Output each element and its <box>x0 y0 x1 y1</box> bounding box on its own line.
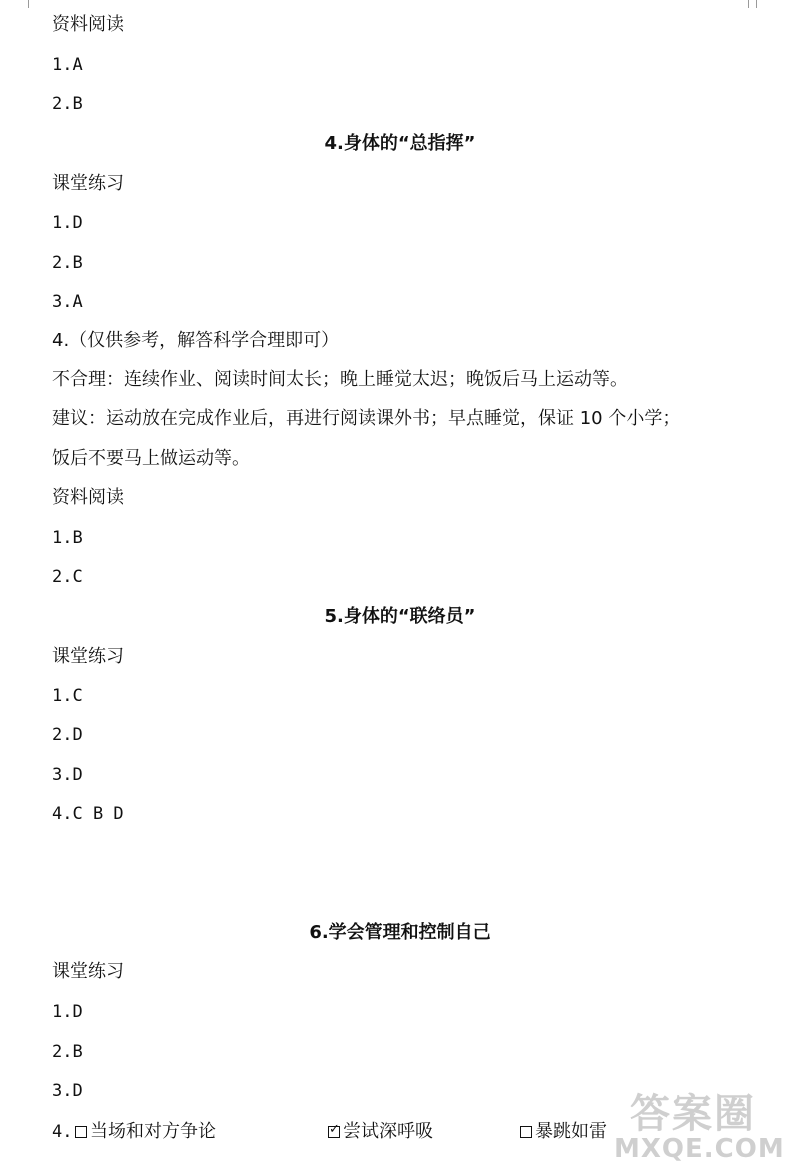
text-line: 3.A <box>52 292 83 312</box>
option-3[interactable] <box>520 1121 607 1143</box>
text-line: 不合理：连续作业、阅读时间太长；晚上睡觉太迟；晚饭后马上运动等。 <box>52 369 628 390</box>
text-line: 课堂练习 <box>52 646 124 667</box>
page-corner-mark-right-2 <box>756 0 757 8</box>
text-line: 2.B <box>52 94 83 114</box>
checkbox-checked-icon[interactable]: ✓ <box>329 1122 340 1137</box>
text-line: 建议：运动放在完成作业后，再进行阅读课外书；早点睡觉，保证 10 个小学； <box>52 408 681 429</box>
text-line: 资料阅读 <box>52 487 124 508</box>
watermark-line1: 答案圈 <box>630 1091 756 1137</box>
option-1[interactable] <box>75 1121 216 1143</box>
text-line: 3.D <box>52 1081 83 1101</box>
section-heading: 5.身体的“联络员” <box>324 606 476 627</box>
watermark-logo <box>600 1082 795 1168</box>
text-line: 1.D <box>52 213 83 233</box>
text-line: 3.D <box>52 765 83 785</box>
page-corner-mark-left <box>28 0 29 8</box>
text-line: 1.D <box>52 1002 83 1022</box>
text-line: 1.C <box>52 686 83 706</box>
text-line: 饭后不要马上做运动等。 <box>52 448 250 469</box>
option-2-label: 尝试深呼吸 <box>343 1121 433 1142</box>
text-line: 4.（仅供参考，解答科学合理即可） <box>52 330 340 351</box>
text-line: 2.B <box>52 1042 83 1062</box>
text-line: 课堂练习 <box>52 961 124 982</box>
option-2[interactable] <box>328 1121 433 1143</box>
final-question-row <box>52 1121 72 1143</box>
text-line: 1.B <box>52 528 83 548</box>
text-line: 2.C <box>52 567 83 587</box>
option-1-label: 当场和对方争论 <box>90 1121 216 1142</box>
section-heading: 6.学会管理和控制自己 <box>309 922 491 943</box>
section-heading: 4.身体的“总指挥” <box>324 133 476 154</box>
option-3-label: 暴跳如雷 <box>535 1121 607 1142</box>
text-line: 2.B <box>52 253 83 273</box>
text-line: 2.D <box>52 725 83 745</box>
text-line: 资料阅读 <box>52 14 124 35</box>
final-question-number: 4. <box>52 1122 73 1142</box>
watermark-line2: MXQE.COM <box>614 1134 785 1164</box>
text-line: 1.A <box>52 55 83 75</box>
text-line: 课堂练习 <box>52 173 124 194</box>
checkbox-unchecked-icon[interactable] <box>520 1126 532 1138</box>
checkbox-unchecked-icon[interactable] <box>75 1126 87 1138</box>
text-line: 4.C B D <box>52 804 124 824</box>
page-corner-mark-right <box>748 0 749 8</box>
